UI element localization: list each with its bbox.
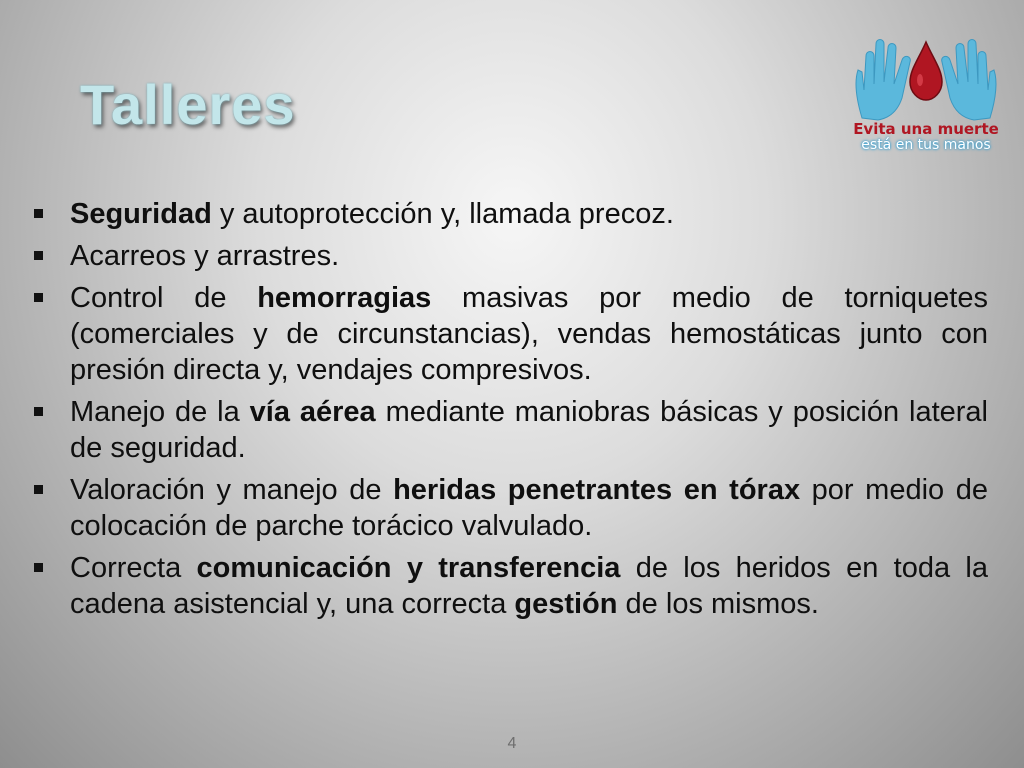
logo-slogan-line1: Evita una muerte [853,120,999,138]
bullet-item [30,196,988,232]
bullet-bold-text: heridas penetrantes en tórax [393,474,801,506]
bullet-text: Control de [70,282,258,314]
bullet-item [30,280,988,388]
bullet-square-icon [34,209,43,218]
logo-slogan-line2: está en tus manos [861,137,991,153]
bullet-bold-text: hemorragias [257,282,432,314]
bullet-item [30,472,988,544]
campaign-logo [848,26,1004,160]
bullet-square-icon [34,485,43,494]
hands-blood-drop-icon [848,26,1004,122]
bullet-square-icon [34,251,43,260]
bullet-bold-text: comunicación y transferencia [196,552,621,584]
bullet-text: Valoración y manejo de [70,474,394,506]
bullet-text: Correcta [70,552,197,584]
bullet-text: y autoprotección y, llamada precoz. [211,198,674,230]
bullet-text: de los mismos. [617,588,819,620]
bullet-item [30,394,988,466]
bullet-text: Manejo de la [70,396,250,428]
bullet-bold-text: gestión [514,588,618,620]
bullet-text: Acarreos y arrastres. [70,240,340,272]
page-number: 4 [507,735,517,752]
bullet-item [30,550,988,622]
bullet-text: mediante maniobras básicas y posición lateral de seguridad. [70,396,988,464]
bullet-square-icon [34,293,43,302]
bullet-list [30,196,988,628]
bullet-item [30,238,988,274]
bullet-text: por medio de colocación de parche torácico valvulado. [70,474,988,542]
bullet-square-icon [34,407,43,416]
bullet-square-icon [34,563,43,572]
bullet-bold-text: Seguridad [70,198,212,230]
bullet-text: de los heridos en toda la cadena asistencial y, una correcta [70,552,988,620]
bullet-text: masivas por medio de torniquetes (comerciales y de circunstancias), vendas hemostáticas junto con presión directa y, vendajes compresivos. [70,282,988,386]
slide-title: Talleres [80,73,296,136]
bullet-bold-text: vía aérea [249,396,376,428]
